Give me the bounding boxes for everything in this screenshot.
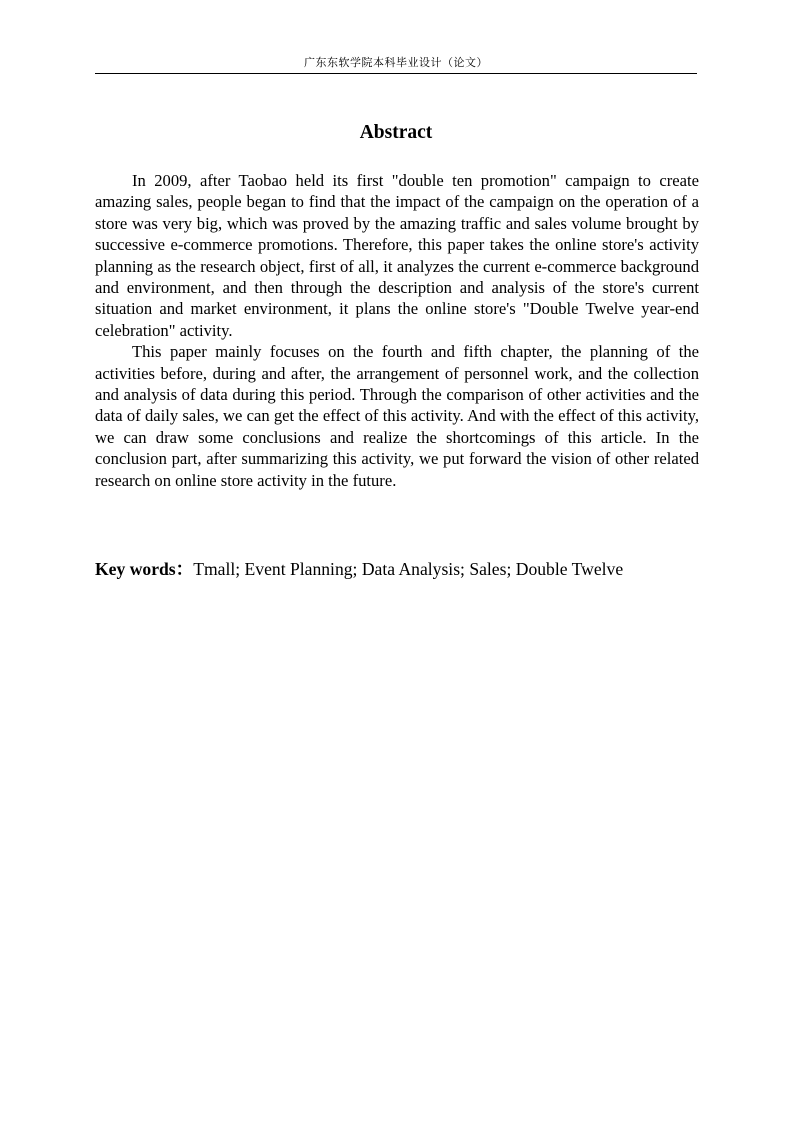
keywords-line (95, 558, 699, 580)
page-header: 广东东软学院本科毕业设计（论文） (304, 56, 488, 69)
abstract-title: Abstract (359, 122, 433, 143)
abstract-body (95, 170, 699, 491)
abstract-paragraph-1: In 2009, after Taobao held its first "double ten promotion" campaign to create amazing sales, people began to find that the impact of the campaign on the operation of a store was very big, which was proved by the amazing traffic and sales volume brought by successive e-commerce promotions. Therefore, this paper takes the online store's activity planning as the research object, first of all, it analyzes the current e-commerce background and environment, and then through the description and analysis of the store's current situation and market environment, it plans the online store's "Double Twelve year-end celebration" activity. (95, 171, 699, 340)
abstract-paragraph-2: This paper mainly focuses on the fourth and fifth chapter, the planning of the activities before, during and after, the arrangement of personnel work, and the collection and analysis of data during this period. Through the comparison of other activities and the data of daily sales, we can get the effect of this activity. And with the effect of this activity, we can draw some conclusions and realize the shortcomings of this article. In the conclusion part, after summarizing this activity, we put forward the vision of other related research on online store activity in the future. (95, 342, 699, 490)
header-divider (95, 73, 697, 74)
keywords-label: Key words： (95, 559, 194, 579)
keywords-value: Tmall; Event Planning; Data Analysis; Sales; Double Twelve (193, 559, 624, 579)
